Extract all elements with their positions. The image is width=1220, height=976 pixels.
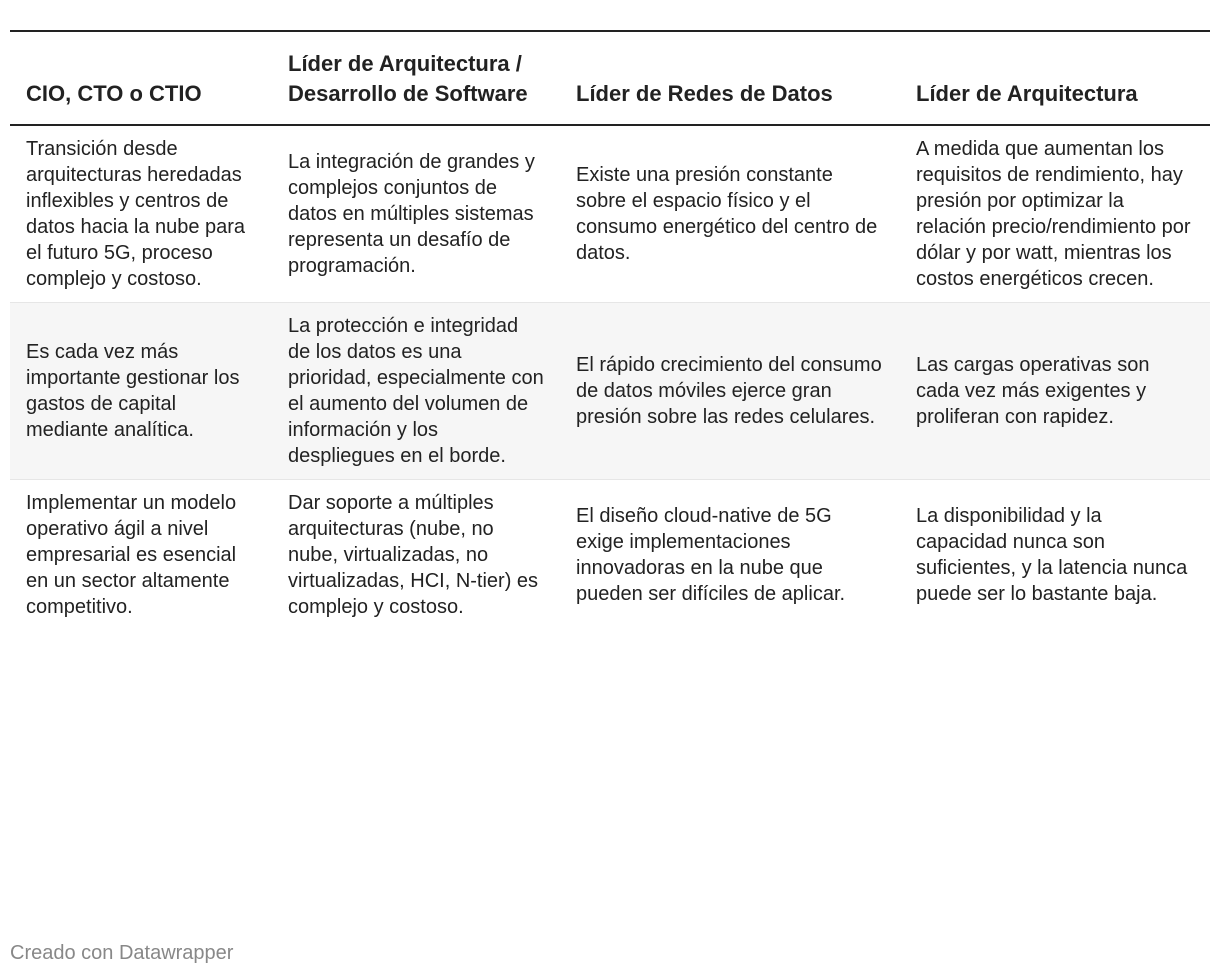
header-row xyxy=(10,31,1210,125)
column-header-cio: CIO, CTO o CTIO xyxy=(26,81,202,106)
column-header-architecture: Líder de Arquitectura xyxy=(916,81,1138,106)
table-cell: Transición desde arquitecturas heredadas inflexibles y centros de datos hacia la nube para el futuro 5G, proceso complejo y costoso. xyxy=(26,138,246,290)
table-cell: A medida que aumentan los requisitos de rendimiento, hay presión por optimizar la relación precio/rendimiento por dólar y por watt, mientras los costos energéticos crecen. xyxy=(916,138,1191,290)
table-row xyxy=(10,480,1210,631)
table-body xyxy=(10,125,1210,630)
table-cell: Es cada vez más importante gestionar los gastos de capital mediante analítica. xyxy=(26,341,240,441)
table-cell: Las cargas operativas son cada vez más exigentes y proliferan con rapidez. xyxy=(916,354,1150,428)
table-cell: La disponibilidad y la capacidad nunca son suficientes, y la latencia nunca puede ser lo bastante baja. xyxy=(916,505,1188,605)
column-header-data-networks: Líder de Redes de Datos xyxy=(576,81,833,106)
table-cell: La protección e integridad de los datos es una prioridad, especialmente con el aumento del volumen de información y los despliegues en el borde. xyxy=(288,315,544,467)
column-header-architecture-software: Líder de Arquitectura / Desarrollo de Software xyxy=(288,51,528,106)
table-cell: Dar soporte a múltiples arquitecturas (nube, no nube, virtualizadas, no virtualizadas, HCI, N-tier) es complejo y costoso. xyxy=(288,492,539,618)
table-cell: La integración de grandes y complejos conjuntos de datos en múltiples sistemas representa un desafío de programación. xyxy=(288,151,535,277)
table-cell: El rápido crecimiento del consumo de datos móviles ejerce gran presión sobre las redes celulares. xyxy=(576,354,882,428)
table-header xyxy=(10,31,1210,125)
challenges-table xyxy=(10,30,1210,630)
data-table-container xyxy=(10,30,1210,630)
table-cell: Existe una presión constante sobre el espacio físico y el consumo energético del centro de datos. xyxy=(576,164,878,264)
table-row xyxy=(10,303,1210,480)
table-row xyxy=(10,125,1210,303)
table-cell: Implementar un modelo operativo ágil a nivel empresarial es esencial en un sector altamente competitivo. xyxy=(26,492,237,618)
table-cell: El diseño cloud-native de 5G exige implementaciones innovadoras en la nube que pueden ser difíciles de aplicar. xyxy=(576,505,846,605)
datawrapper-credit-link[interactable]: Creado con Datawrapper xyxy=(10,942,234,964)
